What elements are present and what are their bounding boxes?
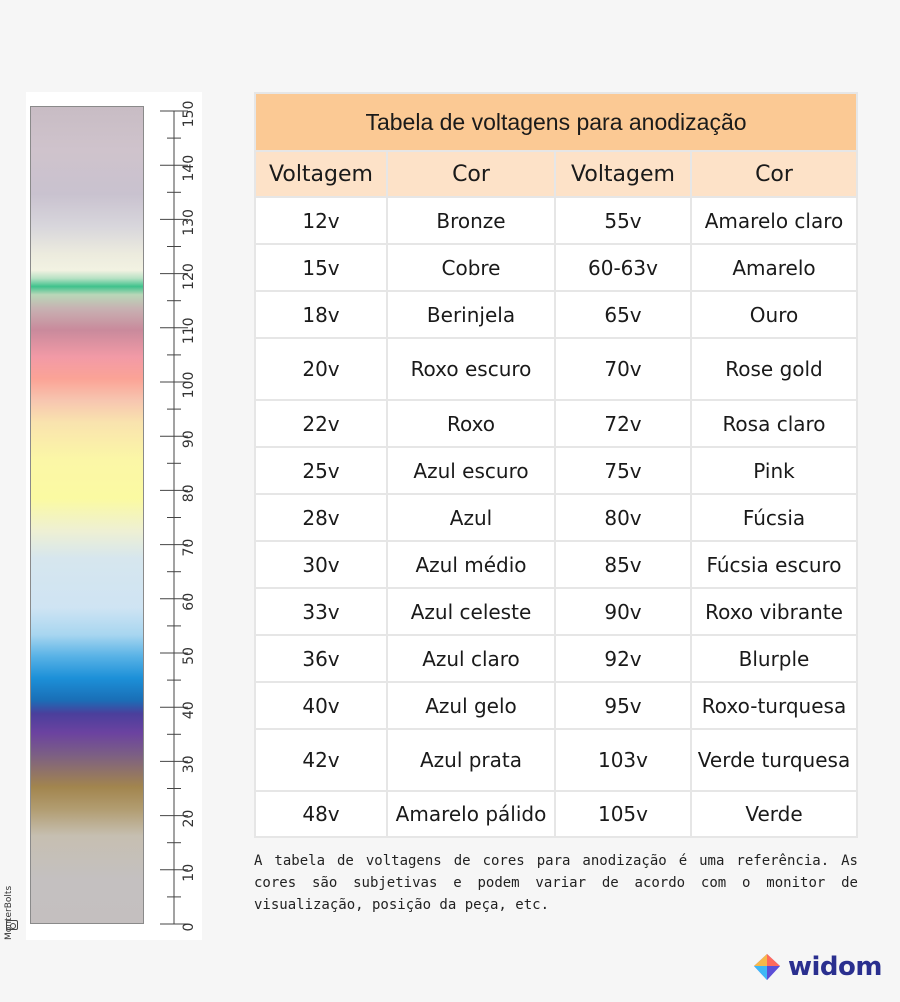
voltage-cell: 33v [255, 588, 387, 635]
table-row [255, 494, 857, 541]
table-row [255, 291, 857, 338]
table-row [255, 244, 857, 291]
voltage-scale [150, 92, 202, 940]
anodization-color-strip [26, 92, 202, 940]
voltage-color-table [254, 92, 858, 838]
table-row [255, 338, 857, 400]
color-cell: Azul escuro [387, 447, 555, 494]
table-row [255, 635, 857, 682]
scale-label: 90 [181, 430, 197, 449]
table-row [255, 682, 857, 729]
color-cell: Bronze [387, 197, 555, 244]
voltage-cell: 25v [255, 447, 387, 494]
scale-label: 20 [181, 809, 197, 828]
scale-label: 120 [181, 263, 197, 290]
scale-label: 110 [181, 317, 197, 345]
header-color-1: Cor [387, 151, 555, 197]
voltage-cell: 85v [555, 541, 691, 588]
color-cell: Amarelo pálido [387, 791, 555, 837]
table-row [255, 729, 857, 791]
header-color-2: Cor [691, 151, 857, 197]
header-voltage-1: Voltagem [255, 151, 387, 197]
color-cell: Roxo [387, 400, 555, 447]
voltage-cell: 103v [555, 729, 691, 791]
voltage-cell: 70v [555, 338, 691, 400]
table-row [255, 447, 857, 494]
voltage-cell: 12v [255, 197, 387, 244]
color-cell: Blurple [691, 635, 857, 682]
table-row [255, 791, 857, 837]
color-cell: Azul celeste [387, 588, 555, 635]
scale-label: 50 [181, 647, 197, 665]
color-cell: Azul [387, 494, 555, 541]
color-cell: Amarelo [691, 244, 857, 291]
color-cell: Ouro [691, 291, 857, 338]
color-gradient-bar [30, 106, 144, 924]
color-cell: Fúcsia escuro [691, 541, 857, 588]
voltage-cell: 28v [255, 494, 387, 541]
voltage-cell: 48v [255, 791, 387, 837]
scale-label: 150 [181, 100, 197, 128]
logo-text: widom [788, 952, 882, 982]
color-cell: Azul gelo [387, 682, 555, 729]
voltage-cell: 72v [555, 400, 691, 447]
scale-label: 70 [181, 538, 197, 557]
voltage-cell: 15v [255, 244, 387, 291]
table-row [255, 197, 857, 244]
color-cell: Verde turquesa [691, 729, 857, 791]
color-cell: Pink [691, 447, 857, 494]
voltage-cell: 65v [555, 291, 691, 338]
color-cell: Rosa claro [691, 400, 857, 447]
voltage-cell: 40v [255, 682, 387, 729]
voltage-cell: 80v [555, 494, 691, 541]
voltage-cell: 42v [255, 729, 387, 791]
color-cell: Amarelo claro [691, 197, 857, 244]
image-credit [0, 840, 20, 950]
color-cell: Cobre [387, 244, 555, 291]
scale-label: 100 [181, 371, 197, 399]
voltage-cell: 90v [555, 588, 691, 635]
widom-logo [752, 950, 882, 984]
voltage-cell: 20v [255, 338, 387, 400]
color-cell: Azul claro [387, 635, 555, 682]
scale-label: 80 [181, 484, 197, 503]
color-cell: Verde [691, 791, 857, 837]
table-title: Tabela de voltagens para anodização [255, 93, 857, 151]
voltage-cell: 30v [255, 541, 387, 588]
scale-label: 0 [181, 922, 197, 932]
table-row [255, 588, 857, 635]
voltage-cell: 60-63v [555, 244, 691, 291]
table-row [255, 400, 857, 447]
table-row [255, 541, 857, 588]
color-cell: Berinjela [387, 291, 555, 338]
widom-diamond-icon [752, 952, 782, 982]
footnote: A tabela de voltagens de cores para anodização é uma referência. As cores são subjetivas e podem variar de acordo com o monitor de visualização, posição da peça, etc. [254, 853, 858, 913]
color-cell: Roxo vibrante [691, 588, 857, 635]
scale-label: 60 [181, 592, 197, 611]
voltage-cell: 18v [255, 291, 387, 338]
voltage-cell: 55v [555, 197, 691, 244]
color-cell: Roxo escuro [387, 338, 555, 400]
scale-label: 40 [181, 701, 197, 720]
color-cell: Fúcsia [691, 494, 857, 541]
header-voltage-2: Voltagem [555, 151, 691, 197]
scale-label: 10 [181, 863, 197, 882]
scale-label: 30 [181, 755, 197, 774]
scale-label: 130 [181, 209, 197, 236]
scale-label: 140 [181, 154, 197, 182]
voltage-cell: 92v [555, 635, 691, 682]
color-cell: Azul médio [387, 541, 555, 588]
color-cell: Rose gold [691, 338, 857, 400]
voltage-cell: 95v [555, 682, 691, 729]
credit-text: MonterBolts [4, 885, 14, 940]
color-cell: Roxo-turquesa [691, 682, 857, 729]
voltage-cell: 105v [555, 791, 691, 837]
voltage-cell: 75v [555, 447, 691, 494]
color-cell: Azul prata [387, 729, 555, 791]
camera-icon [6, 920, 18, 930]
voltage-cell: 22v [255, 400, 387, 447]
voltage-cell: 36v [255, 635, 387, 682]
